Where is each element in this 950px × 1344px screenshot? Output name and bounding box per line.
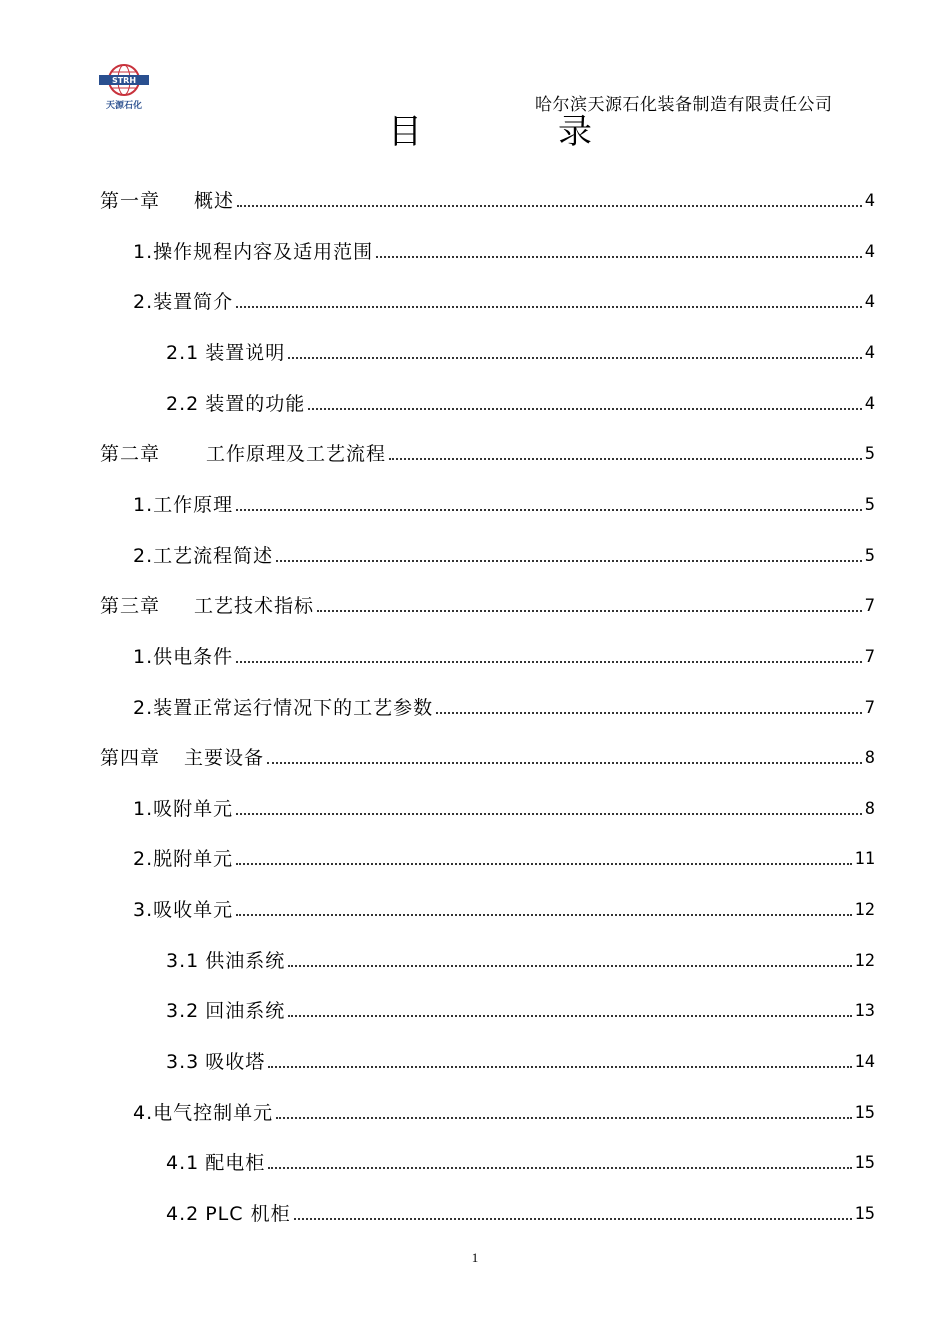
toc-entry-label: 回油系统 xyxy=(205,1000,286,1023)
toc-leader-dots xyxy=(268,1066,851,1068)
toc-entry-number: 2. xyxy=(133,696,154,719)
toc-entry-number: 3.2 xyxy=(166,1000,200,1023)
toc-leader-dots xyxy=(236,661,862,663)
logo-text: 天源石化 xyxy=(105,101,143,111)
toc-entry-page: 12 xyxy=(854,900,875,921)
toc-entry[interactable] xyxy=(133,645,875,669)
toc-entry-page: 11 xyxy=(854,849,875,870)
toc-entry-page: 15 xyxy=(854,1102,875,1123)
toc-entry-number: 第三章 xyxy=(100,595,161,618)
toc-entry-number: 2.1 xyxy=(166,341,200,364)
toc-entry-number: 1. xyxy=(133,797,154,820)
toc-entry-page: 8 xyxy=(864,798,875,819)
toc-entry[interactable] xyxy=(133,240,875,264)
toc-entry-page: 4 xyxy=(864,241,875,262)
toc-entry-label: 吸收塔 xyxy=(205,1051,266,1074)
toc-entry-page: 4 xyxy=(864,191,875,211)
toc-entry-label: 工作原理 xyxy=(153,493,234,516)
title-char-2: 录 xyxy=(558,112,592,152)
toc-entry-number: 第二章 xyxy=(100,443,161,466)
toc-entry-page: 15 xyxy=(854,1204,875,1224)
toc-entry-number: 2. xyxy=(133,848,154,871)
toc-entry-number: 1. xyxy=(133,645,154,668)
toc-entry-page: 7 xyxy=(864,646,875,667)
toc-entry-page: 14 xyxy=(854,1052,875,1073)
toc-entry-number: 4.2 xyxy=(166,1203,200,1225)
toc-entry-label: 吸收单元 xyxy=(153,899,234,922)
toc-leader-dots xyxy=(268,1167,851,1169)
toc-entry-number: 1. xyxy=(133,240,154,263)
toc-entry-page: 5 xyxy=(864,545,875,566)
toc-entry[interactable] xyxy=(133,696,875,720)
toc-leader-dots xyxy=(236,509,862,511)
toc-leader-dots xyxy=(276,1117,851,1119)
toc-entry-label: 工艺技术指标 xyxy=(194,595,315,618)
toc-entry-page: 15 xyxy=(854,1153,875,1174)
toc-entry[interactable] xyxy=(133,898,875,922)
logo-letters: STRH xyxy=(111,76,137,85)
toc-entry-label: 吸附单元 xyxy=(153,797,234,820)
toc-entry-label: PLC 机柜 xyxy=(205,1203,291,1225)
toc-leader-dots xyxy=(236,914,851,916)
toc-entry-label: 装置说明 xyxy=(205,341,286,364)
toc-entry[interactable] xyxy=(133,290,875,314)
toc-entry[interactable] xyxy=(166,1202,875,1226)
toc-leader-dots xyxy=(288,357,862,359)
toc-entry[interactable] xyxy=(100,189,875,213)
toc-entry[interactable] xyxy=(166,1050,875,1074)
toc-entry-label: 供油系统 xyxy=(205,949,286,972)
company-name: 哈尔滨天源石化装备制造有限责任公司 xyxy=(535,95,833,115)
toc-entry-page: 4 xyxy=(864,393,875,414)
toc-entry-page: 5 xyxy=(864,444,875,465)
page-number: 1 xyxy=(471,1250,479,1265)
toc-entry-label: 工艺流程简述 xyxy=(153,544,274,567)
toc-entry-number: 2.2 xyxy=(166,392,200,415)
toc-entry-number: 4.1 xyxy=(166,1152,200,1175)
toc-entry-number: 1. xyxy=(133,493,154,516)
toc-entry-label: 电气控制单元 xyxy=(153,1101,274,1124)
toc-leader-dots xyxy=(288,965,851,967)
toc-entry[interactable] xyxy=(100,442,875,466)
toc-entry-number: 3.1 xyxy=(166,949,200,972)
toc-entry-page: 4 xyxy=(864,292,875,313)
toc-entry-number: 2. xyxy=(133,291,154,314)
toc-entry-page: 4 xyxy=(864,342,875,363)
toc-entry-label: 供电条件 xyxy=(153,645,234,668)
toc-entry[interactable] xyxy=(166,392,875,416)
toc-leader-dots xyxy=(236,813,862,815)
toc-leader-dots xyxy=(276,560,862,562)
toc-entry-label: 操作规程内容及适用范围 xyxy=(153,240,374,263)
toc-entry-label: 配电柜 xyxy=(205,1152,266,1175)
toc-leader-dots xyxy=(236,306,862,308)
toc-entry-label: 装置正常运行情况下的工艺参数 xyxy=(153,696,434,719)
toc-entry-number: 3.3 xyxy=(166,1051,200,1074)
toc-leader-dots xyxy=(237,205,862,207)
toc-entry[interactable] xyxy=(100,746,875,770)
toc-entry-label: 工作原理及工艺流程 xyxy=(206,443,387,466)
toc-leader-dots xyxy=(267,762,862,764)
toc-entry[interactable] xyxy=(166,341,875,365)
toc-leader-dots xyxy=(308,408,862,410)
toc-entry[interactable] xyxy=(133,847,875,871)
toc-entry-label: 装置的功能 xyxy=(205,392,306,415)
toc-entry-page: 8 xyxy=(864,748,875,769)
toc-entry[interactable] xyxy=(100,594,875,618)
toc-entry[interactable] xyxy=(133,493,875,517)
toc-entry-label: 概述 xyxy=(194,190,235,212)
toc-entry[interactable] xyxy=(133,797,875,821)
toc-entry-page: 13 xyxy=(854,1001,875,1022)
toc-entry-page: 7 xyxy=(864,596,875,617)
toc-leader-dots xyxy=(389,458,862,460)
toc-entry[interactable] xyxy=(133,544,875,568)
toc-entry-label: 脱附单元 xyxy=(153,848,234,871)
toc-leader-dots xyxy=(294,1218,852,1220)
title-char-1: 目 xyxy=(388,112,422,152)
toc-entry-label: 主要设备 xyxy=(184,747,265,770)
toc-entry[interactable] xyxy=(133,1101,875,1125)
toc-leader-dots xyxy=(376,256,862,258)
company-logo xyxy=(97,64,151,114)
toc-leader-dots xyxy=(288,1015,851,1017)
toc-leader-dots xyxy=(236,863,851,865)
toc-entry[interactable] xyxy=(166,949,875,973)
toc-entry-page: 5 xyxy=(864,494,875,515)
toc-entry-number: 第四章 xyxy=(100,747,161,770)
toc-entry-number: 第一章 xyxy=(100,190,161,212)
toc-entry-number: 4. xyxy=(133,1101,154,1124)
toc-leader-dots xyxy=(436,712,862,714)
toc-leader-dots xyxy=(317,610,862,612)
toc-entry-number: 2. xyxy=(133,544,154,567)
toc-entry[interactable] xyxy=(166,999,875,1023)
toc-entry-label: 装置简介 xyxy=(153,291,234,314)
toc-entry-number: 3. xyxy=(133,899,154,922)
toc-entry[interactable] xyxy=(166,1151,875,1175)
toc-entry-page: 7 xyxy=(864,697,875,718)
toc-entry-page: 12 xyxy=(854,950,875,971)
